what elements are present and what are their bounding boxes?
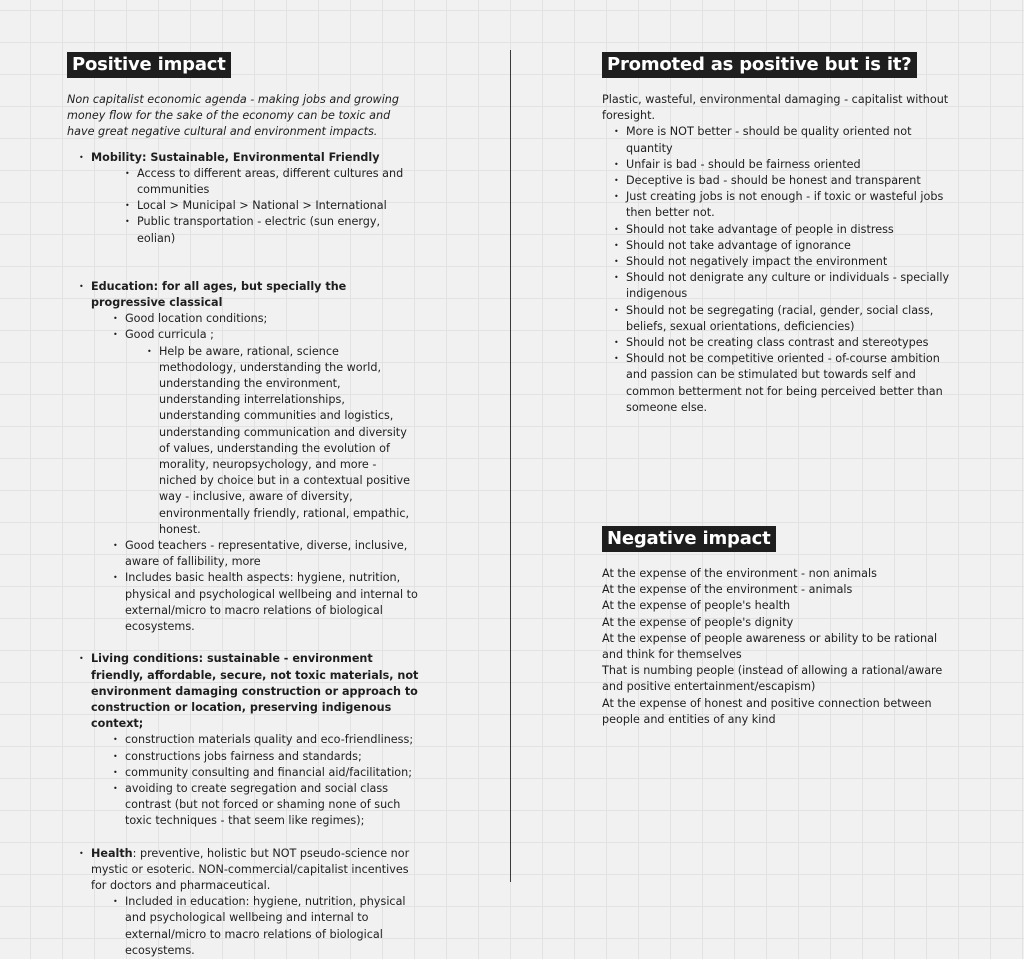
list-item[interactable]: • Unfair is bad - should be fairness oriented xyxy=(626,157,958,173)
education-item[interactable] xyxy=(91,279,419,635)
list-item[interactable]: • Should not be creating class contrast and stereotypes xyxy=(626,335,958,351)
promoted-list xyxy=(602,124,958,416)
list-item[interactable]: • avoiding to create segregation and social class contrast (but not forced or shaming none of such toxic techniques - that seem like regimes); xyxy=(125,781,419,830)
list-item[interactable]: • community consulting and financial aid/facilitation; xyxy=(125,765,419,781)
education-sublist xyxy=(91,311,419,635)
list-item[interactable]: • Just creating jobs is not enough - if toxic or wasteful jobs then better not. xyxy=(626,189,958,221)
negative-line[interactable]: At the expense of people's dignity xyxy=(602,615,794,629)
negative-line[interactable]: At the expense of the environment - animals xyxy=(602,583,853,597)
list-item[interactable] xyxy=(125,327,419,538)
list-item[interactable]: • constructions jobs fairness and standards; xyxy=(125,749,419,765)
list-item[interactable]: • Good location conditions; xyxy=(125,311,419,327)
mobility-title: Mobility: Sustainable, Environmental Friendly xyxy=(91,150,380,164)
mobility-sublist xyxy=(91,166,419,247)
negative-line[interactable]: At the expense of the environment - non animals xyxy=(602,567,877,580)
promoted-title[interactable]: Promoted as positive but is it? xyxy=(602,52,917,78)
mobility-item[interactable] xyxy=(91,150,419,247)
negative-line[interactable]: At the expense of people awareness or ability to be rational and think for themselves xyxy=(602,631,938,662)
promoted-section xyxy=(602,52,958,416)
list-item[interactable]: • Should not denigrate any culture or individuals - specially indigenous xyxy=(626,270,958,302)
negative-line[interactable]: At the expense of honest and positive connection between people and entities of any kind xyxy=(602,696,932,726)
negative-impact-title[interactable]: Negative impact xyxy=(602,526,776,552)
positive-impact-section xyxy=(67,52,419,959)
health-label: Health xyxy=(91,846,133,860)
negative-line[interactable]: That is numbing people (instead of allowing a rational/aware and positive entertainment/escapism) xyxy=(602,664,943,694)
negative-line[interactable]: At the expense of people's health xyxy=(602,599,791,613)
list-item[interactable]: • Should not negatively impact the environment xyxy=(626,254,958,270)
education-list xyxy=(67,279,419,635)
list-item[interactable]: • Included in education: hygiene, nutrition, physical and psychological wellbeing and internal to external/micro to macro relations of biological ecosystems. xyxy=(125,894,419,959)
list-item[interactable]: • Should not take advantage of people in distress xyxy=(626,222,958,238)
negative-impact-section xyxy=(602,526,958,728)
health-sublist xyxy=(91,894,419,959)
list-item[interactable]: • Should not be segregating (racial, gender, social class, beliefs, sexual orientations, deficiencies) xyxy=(626,303,958,335)
mobility-list xyxy=(67,150,419,247)
curricula-label: Good curricula ; xyxy=(125,328,214,342)
list-item[interactable]: • Good teachers - representative, diverse, inclusive, aware of fallibility, more xyxy=(125,538,419,570)
list-item[interactable]: • Access to different areas, different cultures and communities xyxy=(137,166,419,198)
list-item[interactable]: • Includes basic health aspects: hygiene, nutrition, physical and psychological wellbeing and internal to external/micro to macro relations of biological ecosystems. xyxy=(125,570,419,635)
positive-impact-intro[interactable]: Non capitalist economic agenda - making jobs and growing money flow for the sake of the economy can be toxic and have great negative cultural and environment impacts. xyxy=(67,93,399,139)
column-divider xyxy=(510,50,511,882)
list-item[interactable]: • Should not be competitive oriented - of-course ambition and passion can be stimulated but towards self and common betterment not for being perceived better than someone else. xyxy=(626,351,958,416)
living-item[interactable] xyxy=(91,651,419,829)
list-item[interactable]: • Should not take advantage of ignorance xyxy=(626,238,958,254)
negative-impact-lines xyxy=(602,566,958,728)
list-item[interactable]: • Deceptive is bad - should be honest and transparent xyxy=(626,173,958,189)
living-title: Living conditions: sustainable - environment friendly, affordable, secure, not toxic materials, not environment damaging construction or approach to construction or location, preserving indigenous context; xyxy=(91,652,419,731)
promoted-intro[interactable]: Plastic, wasteful, environmental damaging - capitalist without foresight. xyxy=(602,93,949,123)
living-sublist xyxy=(91,732,419,829)
health-text: : preventive, holistic but NOT pseudo-science nor mystic or esoteric. NON-commercial/capitalist incentives for doctors and pharmaceutical. xyxy=(91,846,410,892)
education-title: Education: for all ages, but specially the progressive classical xyxy=(91,279,347,310)
list-item[interactable]: • More is NOT better - should be quality oriented not quantity xyxy=(626,124,958,156)
list-item[interactable]: • Local > Municipal > National > International xyxy=(137,198,419,214)
list-item[interactable]: • construction materials quality and eco-friendliness; xyxy=(125,732,419,748)
living-list xyxy=(67,651,419,829)
curricula-detail[interactable]: • Help be aware, rational, science methodology, understanding the world, understanding the environment, understanding interrelationships, understanding communities and logistics, understanding communication and diversity of values, understanding the evolution of morality, neuropsychology, and more - niched by choice but in a contextual positive way - inclusive, aware of diversity, environmentally friendly, rational, empathic, honest. xyxy=(159,344,411,538)
positive-impact-title[interactable]: Positive impact xyxy=(67,52,231,78)
curricula-sublist xyxy=(125,344,419,538)
list-item[interactable]: • Public transportation - electric (sun energy, eolian) xyxy=(137,214,419,246)
